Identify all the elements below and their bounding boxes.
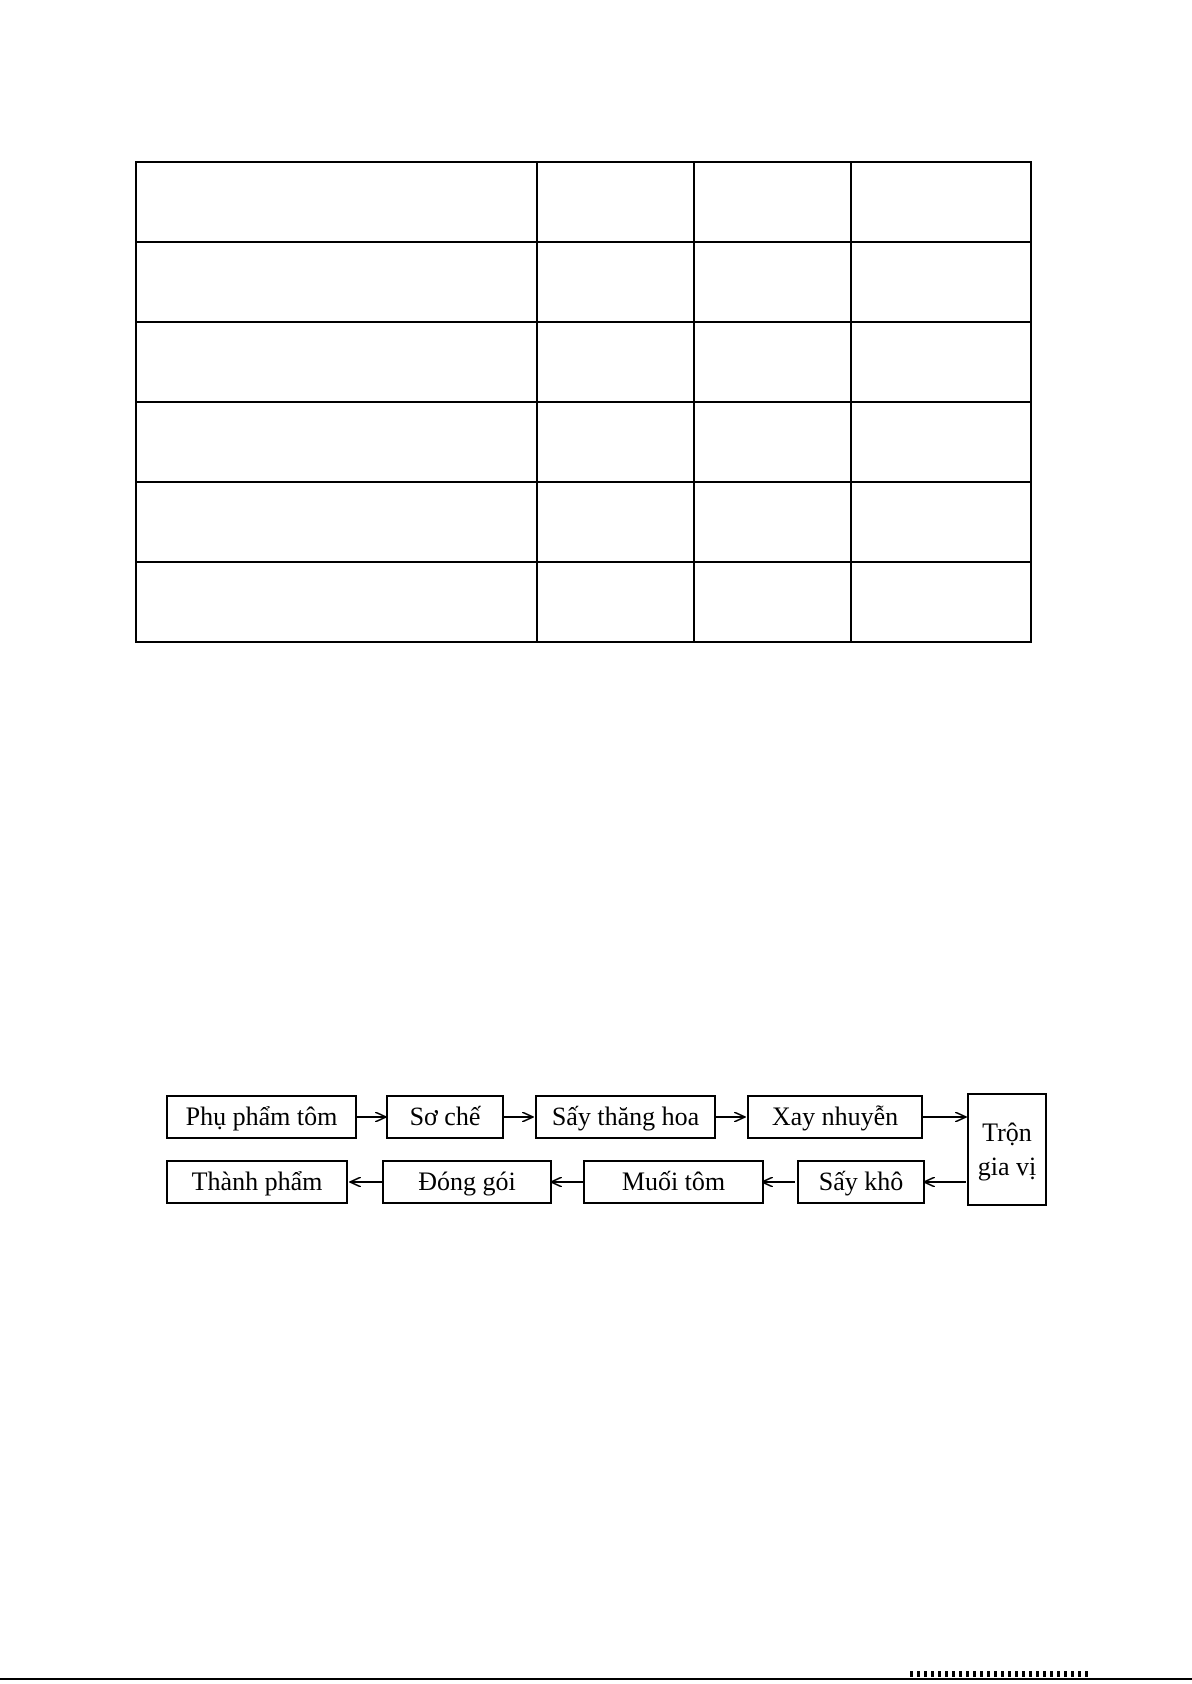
- table-cell: [537, 242, 694, 322]
- table-row: [136, 562, 1031, 642]
- table-cell: [136, 402, 537, 482]
- table-cell: [136, 162, 537, 242]
- step-so-che: Sơ chế: [386, 1095, 504, 1139]
- table-cell: [851, 402, 1031, 482]
- step-thanh-pham: Thành phẩm: [166, 1160, 348, 1204]
- table-cell: [851, 242, 1031, 322]
- footer-marks: [910, 1671, 1090, 1677]
- table-cell: [694, 402, 851, 482]
- step-tron-gia-vi: Trộn gia vị: [967, 1093, 1047, 1206]
- footer-rule: [0, 1678, 1192, 1680]
- table-cell: [694, 162, 851, 242]
- step-xay-nhuyen: Xay nhuyễn: [747, 1095, 923, 1139]
- table-cell: [136, 242, 537, 322]
- table-cell: [537, 562, 694, 642]
- table-row: [136, 322, 1031, 402]
- step-dong-goi: Đóng gói: [382, 1160, 552, 1204]
- empty-data-table: [135, 161, 1032, 643]
- table-row: [136, 162, 1031, 242]
- table-row: [136, 242, 1031, 322]
- table-cell: [694, 242, 851, 322]
- step-say-kho: Sấy khô: [797, 1160, 925, 1204]
- table-cell: [694, 562, 851, 642]
- table-row: [136, 482, 1031, 562]
- table-cell: [694, 482, 851, 562]
- table-cell: [537, 482, 694, 562]
- table-cell: [851, 322, 1031, 402]
- table-cell: [136, 482, 537, 562]
- step-muoi-tom: Muối tôm: [583, 1160, 764, 1204]
- table-row: [136, 402, 1031, 482]
- table-cell: [136, 562, 537, 642]
- table-cell: [851, 162, 1031, 242]
- table-cell: [537, 322, 694, 402]
- step-phu-pham-tom: Phụ phẩm tôm: [166, 1095, 357, 1139]
- table-cell: [694, 322, 851, 402]
- table-cell: [851, 562, 1031, 642]
- table-cell: [136, 322, 537, 402]
- table-cell: [537, 402, 694, 482]
- table-cell: [851, 482, 1031, 562]
- step-say-thang-hoa: Sấy thăng hoa: [535, 1095, 716, 1139]
- table-cell: [537, 162, 694, 242]
